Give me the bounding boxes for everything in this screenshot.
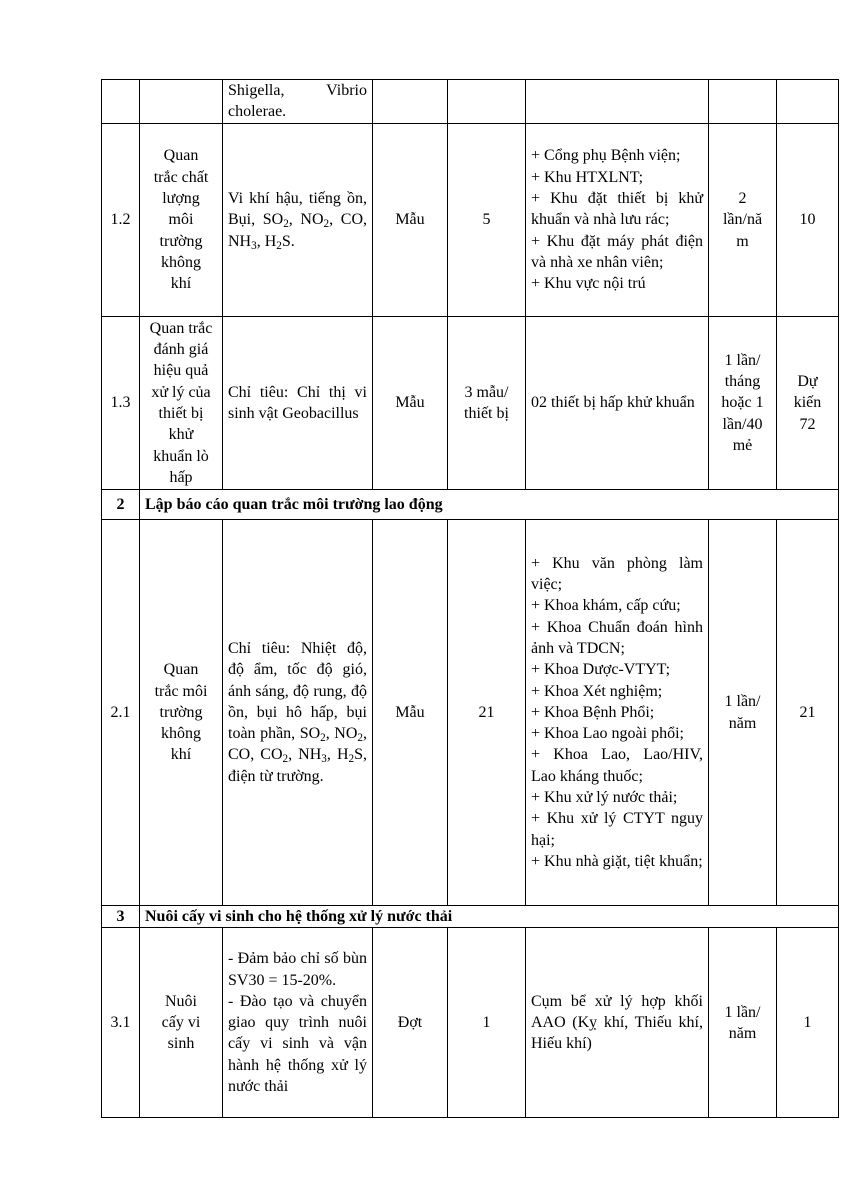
unit-cell — [373, 80, 448, 124]
table-row — [102, 520, 839, 906]
frequency-cell: 1 lần/ năm — [709, 928, 777, 1118]
criteria-cell: Chỉ tiêu: Nhiệt độ, độ ẩm, tốc độ gió, ánh sáng, độ rung, độ ồn, bụi hô hấp, bụi toàn phần, $SO_2$, $NO_2$, CO, $CO_2$, $NH_3$, $H_2S$, điện từ trường. — [223, 520, 373, 906]
location-cell: + Cổng phụ Bệnh viện; + Khu HTXLNT; + Khu đặt thiết bị khử khuẩn và nhà lưu rác; + Khu đặt máy phát điện và nhà xe nhân viên; + Khu vực nội trú — [526, 124, 709, 317]
item-name: Quan trắc đánh giá hiệu quả xử lý của thiết bị khử khuẩn lò hấp — [140, 317, 223, 490]
item-name: Quan trắc môi trường không khí — [140, 520, 223, 906]
unit-cell: Mẫu — [373, 124, 448, 317]
section-number: 3 — [102, 906, 140, 928]
item-name — [140, 80, 223, 124]
total-cell: 1 — [777, 928, 839, 1118]
item-name: Nuôi cấy vi sinh — [140, 928, 223, 1118]
frequency-cell: 1 lần/ năm — [709, 520, 777, 906]
unit-cell: Mẫu — [373, 317, 448, 490]
item-name: Quan trắc chất lượng môi trường không khí — [140, 124, 223, 317]
frequency-cell: 1 lần/ tháng hoặc 1 lần/40 mẻ — [709, 317, 777, 490]
unit-cell: Đợt — [373, 928, 448, 1118]
quantity-cell: 1 — [448, 928, 526, 1118]
location-cell — [526, 80, 709, 124]
section-row — [102, 906, 839, 928]
criteria-cell: Vi khí hậu, tiếng ồn, Bụi, $SO_2$, $NO_2$, CO, $NH_3$, $H_2S$. — [223, 124, 373, 317]
total-cell: 10 — [777, 124, 839, 317]
section-row — [102, 490, 839, 520]
total-cell: Dự kiến 72 — [777, 317, 839, 490]
row-number: 1.3 — [102, 317, 140, 490]
unit-cell: Mẫu — [373, 520, 448, 906]
row-number — [102, 80, 140, 124]
criteria-cell: Shigella, Vibrio cholerae. — [223, 80, 373, 124]
table-row — [102, 928, 839, 1118]
total-cell — [777, 80, 839, 124]
section-title: Nuôi cấy vi sinh cho hệ thống xử lý nước thải — [140, 906, 839, 928]
row-number: 2.1 — [102, 520, 140, 906]
total-cell: 21 — [777, 520, 839, 906]
quantity-cell — [448, 80, 526, 124]
section-title: Lập báo cáo quan trắc môi trường lao động — [140, 490, 839, 520]
criteria-cell: Chỉ tiêu: Chỉ thị vi sinh vật Geobacillus — [223, 317, 373, 490]
table-row — [102, 80, 839, 124]
location-cell: Cụm bể xử lý hợp khối AAO (Kỵ khí, Thiếu khí, Hiếu khí) — [526, 928, 709, 1118]
location-cell: + Khu văn phòng làm việc; + Khoa khám, cấp cứu; + Khoa Chuẩn đoán hình ảnh và TDCN; + Khoa Dược-VTYT; + Khoa Xét nghiệm; + Khoa Bệnh Phổi; + Khoa Lao ngoài phổi; + Khoa Lao, Lao/HIV, Lao kháng thuốc; + Khu xử lý nước thải; + Khu xử lý CTYT nguy hại; + Khu nhà giặt, tiệt khuẩn; — [526, 520, 709, 906]
criteria-cell: - Đảm bảo chỉ số bùn SV30 = 15-20%. - Đào tạo và chuyển giao quy trình nuôi cấy vi sinh và vận hành hệ thống xử lý nước thải — [223, 928, 373, 1118]
row-number: 3.1 — [102, 928, 140, 1118]
monitoring-plan-table — [101, 79, 839, 1118]
frequency-cell: 2 lần/nă m — [709, 124, 777, 317]
table-row — [102, 317, 839, 490]
table-row — [102, 124, 839, 317]
location-cell: 02 thiết bị hấp khử khuẩn — [526, 317, 709, 490]
quantity-cell: 3 mẫu/ thiết bị — [448, 317, 526, 490]
section-number: 2 — [102, 490, 140, 520]
quantity-cell: 21 — [448, 520, 526, 906]
row-number: 1.2 — [102, 124, 140, 317]
frequency-cell — [709, 80, 777, 124]
quantity-cell: 5 — [448, 124, 526, 317]
